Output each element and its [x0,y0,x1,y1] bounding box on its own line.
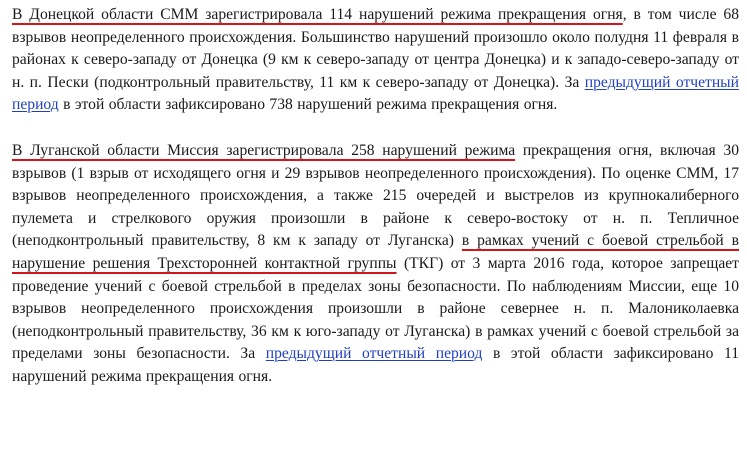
previous-period-link[interactable]: предыдущий отчетный период [12,73,740,114]
highlighted-phrase-donetsk: В Донецкой области СММ зарегистрировала 114 нарушений режима прекращения огня [12,6,623,23]
document-page [12,4,739,389]
paragraph-text: , в том числе 68 взрывов неопределенного происхождения. Большинство нарушений произошло около полудня 11 февраля в районах к северо-западу от Донецка (9 км к северо-западу от центра Донецка) и к западо-северо-западу от н. п. Пески (подконтрольный правительству, 11 км к северо-западу от Донецка). За [12,6,739,91]
paragraph-luhansk [12,140,739,389]
paragraph-text: в этой области зафиксировано 738 нарушений режима прекращения огня. [58,96,558,114]
highlighted-phrase-luhansk: В Луганской области Миссия зарегистрировала 258 нарушений режима [12,141,516,159]
paragraph-text: в этой области зафиксировано 11 нарушений режима прекращения огня. [12,345,740,385]
highlighted-phrase-tcg-violation: в рамках учений с боевой стрельбой в нарушение решения Трехсторонней контактной группы [12,232,740,272]
paragraph-text: прекращения огня, включая 30 взрывов (1 взрыв от исходящего огня и 29 взрывов неопределенного происхождения). По оценке СММ, 17 взрывов неопределенного происхождения, а также 215 очередей и выстрелов из крупнокалиберного пулемета и стрелкового оружия произошли в районе к северо-востоку от н. п. Тепличное (неподконтрольный правительству, 8 км к западу от Луганска) [12,141,739,250]
previous-period-link[interactable]: предыдущий отчетный период [265,345,483,363]
paragraph-text: (ТКГ) от 3 марта 2016 года, которое запрещает проведение учений с боевой стрельбой в пределах зоны безопасности. По наблюдениям Миссии, еще 10 взрывов неопределенного происхождения произошли в районе севернее н. п. Малониколаевка (неподконтрольный правительству, 36 км к юго-западу от Луганска) в рамках учений с боевой стрельбой за пределами зоны безопасности. За [12,254,739,363]
paragraph-donetsk [12,4,739,117]
